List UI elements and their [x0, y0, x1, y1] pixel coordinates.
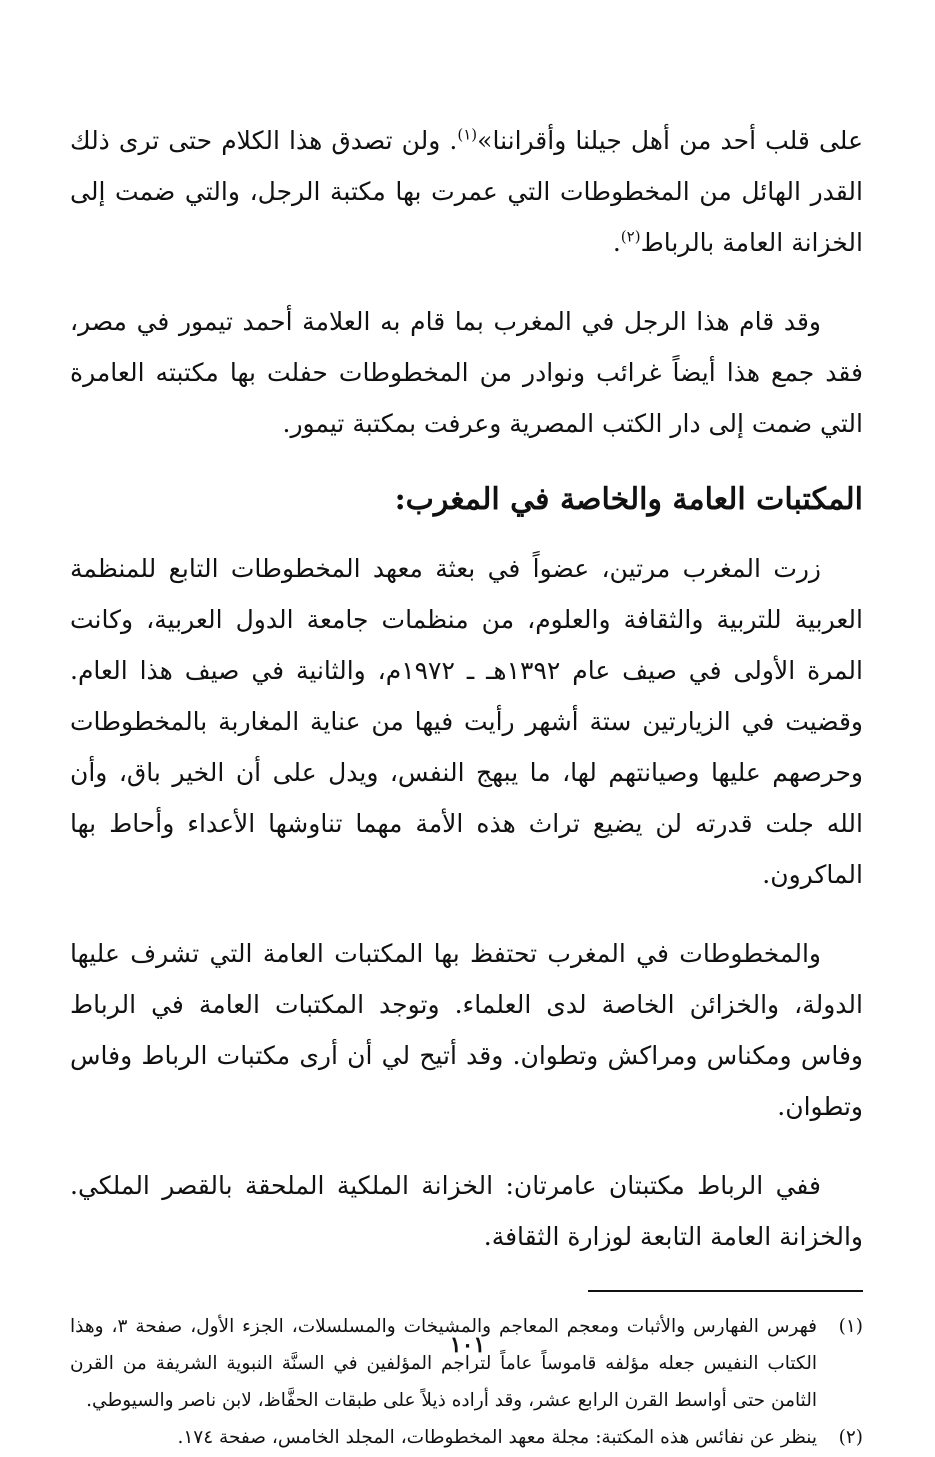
- footnote-text: فهرس الفهارس والأثبات ومعجم المعاجم والمشيخات والمسلسلات، الجزء الأول، صفحة ٣، وهذا الكتاب النفيس جعله مؤلفه قاموساً عاماً لتراجم المؤلفين في السنَّة النبوية الشريفة من القرن الثامن حتى أواسط القرن الرابع عشر، وقد أراده ذيلاً على طبقات الحفَّاظ، لابن ناصر والسيوطي.: [70, 1316, 817, 1411]
- footnote-number: (١): [838, 1316, 863, 1337]
- footnote-ref-1[interactable]: (١): [457, 125, 478, 144]
- footnote-2: [70, 1419, 863, 1456]
- paragraph-rabat: ففي الرباط مكتبتان عامرتان: الخزانة الملكية الملحقة بالقصر الملكي. والخزانة العامة التابعة لوزارة الثقافة.: [70, 1171, 863, 1251]
- paragraph-text: . ولن تصدق هذا الكلام حتى ترى ذلك القدر الهائل من المخطوطات التي عمرت بها مكتبة الرجل، والتي ضمت إلى الخزانة العامة بالرباط: [70, 126, 863, 257]
- footnote-1: [70, 1308, 863, 1419]
- paragraph-libraries: والمخطوطات في المغرب تحتفظ بها المكتبات العامة التي تشرف عليها الدولة، والخزائن الخاصة لدى العلماء. وتوجد المكتبات العامة في الرباط وفاس ومكناس ومراكش وتطوان. وقد أتيح لي أن أرى مكتبات الرباط وفاس وتطوان.: [70, 939, 863, 1121]
- paragraph-text: .: [612, 228, 621, 257]
- paragraph-visits: زرت المغرب مرتين، عضواً في بعثة معهد المخطوطات التابع للمنظمة العربية للتربية والثقافة والعلوم، من منظمات جامعة الدول العربية، وكانت المرة الأولى في صيف عام ١٣٩٢هـ ـ ١٩٧٢م، والثانية في صيف هذا العام. وقضيت في الزيارتين ستة أشهر رأيت فيها من عناية المغاربة بالمخطوطات وحرصهم عليها وصيانتهم لها، ما يبهج النفس، ويدل على أن الخير باق، وأن الله جلت قدرته لن يضيع تراث هذه الأمة مهما تناوشها الأعداء وأحاط بها الماكرون.: [70, 554, 863, 889]
- footnote-divider: [588, 1290, 863, 1292]
- page-number: ١٠١: [449, 1332, 486, 1358]
- paragraph-timur: وقد قام هذا الرجل في المغرب بما قام به العلامة أحمد تيمور في مصر، فقد جمع هذا أيضاً غرائب ونوادر من المخطوطات حفلت بها مكتبته العامرة التي ضمت إلى دار الكتب المصرية وعرفت بمكتبة تيمور.: [70, 307, 863, 438]
- section-heading: المكتبات العامة والخاصة في المغرب:: [394, 482, 863, 517]
- paragraph-text: على قلب أحد من أهل جيلنا وأقراننا»: [477, 126, 863, 155]
- footnote-text: ينظر عن نفائس هذه المكتبة: مجلة معهد المخطوطات، المجلد الخامس، صفحة ١٧٤.: [177, 1427, 817, 1448]
- footnote-ref-2[interactable]: (٢): [620, 227, 641, 246]
- footnote-number: (٢): [838, 1427, 863, 1448]
- paragraph-continuation: [70, 115, 863, 268]
